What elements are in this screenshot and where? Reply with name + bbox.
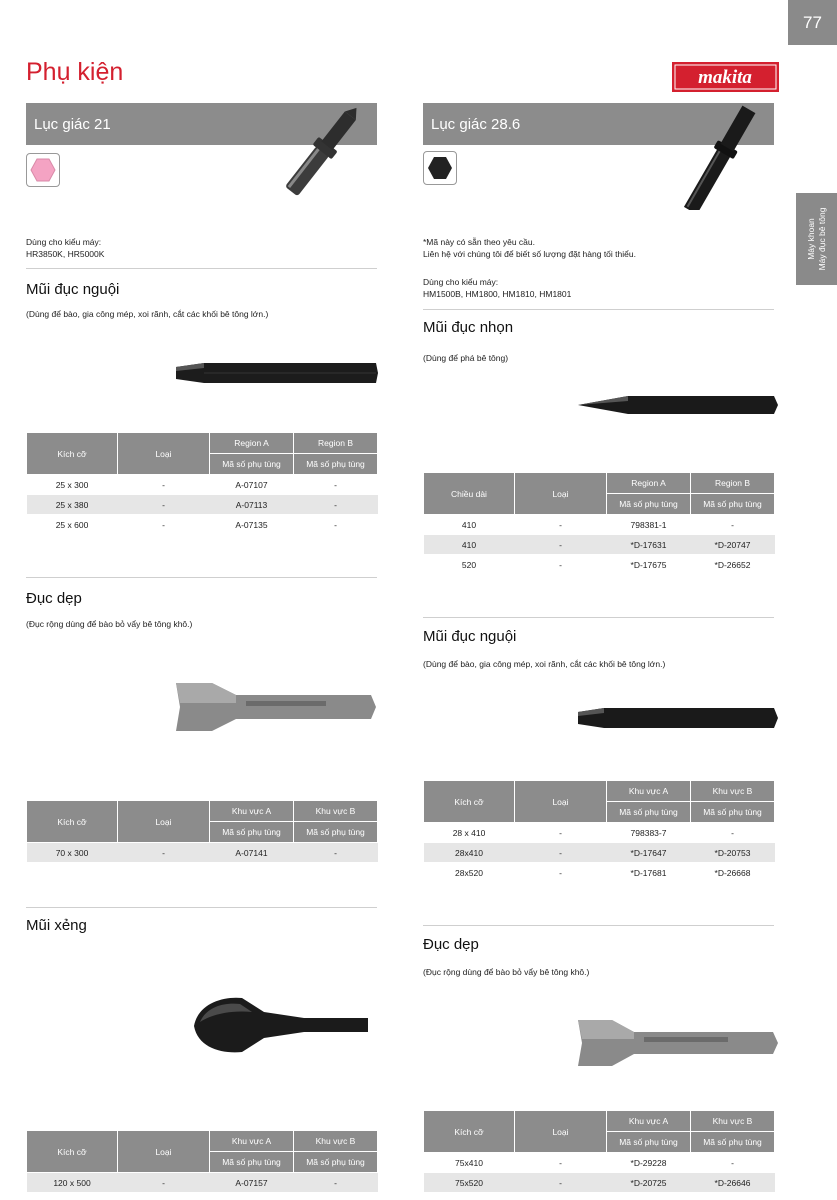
right-note1: *Mã này có sẵn theo yêu cầu. [423, 237, 535, 247]
table-cell: *D-17631 [607, 535, 691, 555]
table-cell: 28 x 410 [424, 823, 515, 843]
divider [423, 925, 774, 926]
table-row [27, 515, 378, 535]
table-cell: - [515, 843, 607, 863]
th-region-b: Region B [691, 473, 775, 494]
hex-shank-28-image [666, 100, 778, 215]
th-type: Loại [118, 433, 210, 475]
th-region-b: Region B [294, 433, 378, 454]
table-cell: A-07107 [210, 475, 294, 495]
table-cell: A-07113 [210, 495, 294, 515]
right-s2-desc: (Dùng để bào, gia công mép, xoi rãnh, cắt các khối bê tông lớn.) [423, 659, 666, 669]
table-cell: - [515, 535, 607, 555]
hex-black-swatch [423, 151, 457, 185]
th-region-b: Khu vực B [294, 801, 378, 822]
th-length: Chiều dài [424, 473, 515, 515]
makita-logo [672, 62, 779, 92]
table-cell: - [691, 1153, 775, 1173]
th-part-no-a: Mã số phụ tùng [607, 802, 691, 823]
table-cell: - [515, 555, 607, 575]
th-size: Kích cỡ [424, 1111, 515, 1153]
th-region-a: Region A [210, 433, 294, 454]
table-cell: - [118, 475, 210, 495]
table-cell: *D-20725 [607, 1173, 691, 1193]
table-row [27, 495, 378, 515]
th-size: Kích cỡ [27, 433, 118, 475]
right-s2-table [423, 780, 775, 882]
left-s1-table [26, 432, 378, 534]
table-row [424, 863, 775, 883]
table-cell: 70 x 300 [27, 843, 118, 863]
hex-shank-21-image [266, 100, 378, 209]
table-cell: - [118, 495, 210, 515]
th-region-a: Region A [607, 473, 691, 494]
table-row [27, 475, 378, 495]
th-part-no-a: Mã số phụ tùng [210, 822, 294, 843]
side-tab-line2: Máy đục bê tông [816, 207, 827, 271]
th-part-no-a: Mã số phụ tùng [607, 494, 691, 515]
right-banner-label: Lục giác 28.6 [431, 115, 521, 133]
point-chisel-image [578, 394, 778, 421]
th-region-b: Khu vực B [691, 1111, 775, 1132]
side-tab [796, 193, 837, 285]
right-notes [423, 236, 636, 260]
table-cell: - [294, 515, 378, 535]
left-s3-table [26, 1130, 378, 1192]
side-tab-line1: Máy khoan [805, 218, 816, 260]
left-compat-label: Dùng cho kiểu máy: [26, 237, 102, 247]
table-cell: *D-17675 [607, 555, 691, 575]
table-row [27, 843, 378, 863]
page-number: 77 [788, 0, 837, 45]
flat-chisel-28-image [578, 1018, 778, 1073]
table-row [424, 1173, 775, 1193]
th-type: Loại [515, 473, 607, 515]
table-cell: - [515, 1153, 607, 1173]
table-cell: 120 x 500 [27, 1173, 118, 1193]
right-compat-models: HM1500B, HM1800, HM1810, HM1801 [423, 289, 572, 299]
left-s2-table [26, 800, 378, 862]
table-cell: *D-26646 [691, 1173, 775, 1193]
right-compat [423, 276, 571, 300]
table-cell: - [691, 515, 775, 535]
th-size: Kích cỡ [27, 1131, 118, 1173]
th-part-no-a: Mã số phụ tùng [210, 1152, 294, 1173]
right-s3-desc: (Đục rộng dùng để bào bỏ vẩy bê tông khô.) [423, 967, 590, 977]
left-s1-desc: (Dùng để bào, gia công mép, xoi rãnh, cắt các khối bê tông lớn.) [26, 309, 269, 319]
divider [26, 268, 377, 269]
hex-pink-swatch [26, 153, 60, 187]
table-cell: 25 x 380 [27, 495, 118, 515]
th-region-b: Khu vực B [691, 781, 775, 802]
table-cell: - [118, 1173, 210, 1193]
right-s3-table [423, 1110, 775, 1192]
th-type: Loại [118, 801, 210, 843]
table-row [424, 555, 775, 575]
spade-chisel-image [192, 992, 368, 1063]
hexagon-pink-icon [30, 157, 56, 183]
table-cell: *D-17681 [607, 863, 691, 883]
th-region-a: Khu vực A [210, 801, 294, 822]
th-type: Loại [515, 781, 607, 823]
th-part-no-b: Mã số phụ tùng [294, 454, 378, 475]
brand-text: makita [698, 67, 752, 88]
table-cell: - [118, 843, 210, 863]
th-region-a: Khu vực A [210, 1131, 294, 1152]
right-compat-label: Dùng cho kiểu máy: [423, 277, 499, 287]
table-cell: - [294, 1173, 378, 1193]
table-row [424, 823, 775, 843]
table-cell: - [294, 475, 378, 495]
left-s2-desc: (Đục rộng dùng để bào bỏ vẩy bê tông khô.) [26, 619, 193, 629]
table-cell: 28x410 [424, 843, 515, 863]
hexagon-black-icon [427, 155, 453, 181]
th-size: Kích cỡ [27, 801, 118, 843]
table-cell: 75x520 [424, 1173, 515, 1193]
left-compat [26, 236, 104, 260]
divider [423, 617, 774, 618]
table-cell: - [294, 843, 378, 863]
table-cell: - [515, 515, 607, 535]
flat-chisel-image [176, 681, 376, 738]
th-size: Kích cỡ [424, 781, 515, 823]
table-row [424, 515, 775, 535]
table-cell: *D-26668 [691, 863, 775, 883]
table-row [424, 535, 775, 555]
table-cell: 410 [424, 515, 515, 535]
th-type: Loại [118, 1131, 210, 1173]
table-cell: A-07157 [210, 1173, 294, 1193]
divider [423, 309, 774, 310]
right-s3-heading: Đục dẹp [423, 936, 479, 953]
cold-chisel-image [176, 360, 378, 391]
th-region-a: Khu vực A [607, 1111, 691, 1132]
table-cell: 520 [424, 555, 515, 575]
right-s1-heading: Mũi đục nhọn [423, 319, 514, 336]
th-part-no-b: Mã số phụ tùng [691, 1132, 775, 1153]
th-part-no-b: Mã số phụ tùng [294, 822, 378, 843]
page-title: Phụ kiện [26, 58, 124, 86]
table-cell: 798383-7 [607, 823, 691, 843]
table-row [424, 843, 775, 863]
table-cell: 798381-1 [607, 515, 691, 535]
table-cell: 25 x 300 [27, 475, 118, 495]
th-region-a: Khu vực A [607, 781, 691, 802]
table-cell: 75x410 [424, 1153, 515, 1173]
cold-chisel-28-image [578, 706, 778, 735]
right-s1-desc: (Dùng để phá bê tông) [423, 353, 509, 363]
table-cell: *D-20753 [691, 843, 775, 863]
left-s2-heading: Đục dẹp [26, 590, 82, 607]
left-s3-heading: Mũi xẻng [26, 917, 87, 934]
table-cell: - [294, 495, 378, 515]
left-banner-label: Lục giác 21 [34, 115, 111, 133]
th-part-no-a: Mã số phụ tùng [210, 454, 294, 475]
th-region-b: Khu vực B [294, 1131, 378, 1152]
left-s1-heading: Mũi đục nguội [26, 281, 120, 298]
table-cell: 28x520 [424, 863, 515, 883]
table-cell: *D-26652 [691, 555, 775, 575]
table-row [27, 1173, 378, 1193]
table-cell: *D-20747 [691, 535, 775, 555]
th-part-no-b: Mã số phụ tùng [691, 494, 775, 515]
table-row [424, 1153, 775, 1173]
th-type: Loại [515, 1111, 607, 1153]
th-part-no-a: Mã số phụ tùng [607, 1132, 691, 1153]
th-part-no-b: Mã số phụ tùng [294, 1152, 378, 1173]
divider [26, 907, 377, 908]
divider [26, 577, 377, 578]
table-cell: - [118, 515, 210, 535]
table-cell: 410 [424, 535, 515, 555]
table-cell: - [515, 863, 607, 883]
table-cell: 25 x 600 [27, 515, 118, 535]
table-cell: A-07135 [210, 515, 294, 535]
right-s1-table [423, 472, 775, 574]
right-s2-heading: Mũi đục nguội [423, 628, 517, 645]
table-cell: - [515, 823, 607, 843]
right-note2: Liên hệ với chúng tôi để biết số lượng đặt hàng tối thiểu. [423, 249, 636, 259]
table-cell: *D-17647 [607, 843, 691, 863]
table-cell: - [691, 823, 775, 843]
table-cell: - [515, 1173, 607, 1193]
table-cell: A-07141 [210, 843, 294, 863]
left-compat-models: HR3850K, HR5000K [26, 249, 105, 259]
table-cell: *D-29228 [607, 1153, 691, 1173]
th-part-no-b: Mã số phụ tùng [691, 802, 775, 823]
